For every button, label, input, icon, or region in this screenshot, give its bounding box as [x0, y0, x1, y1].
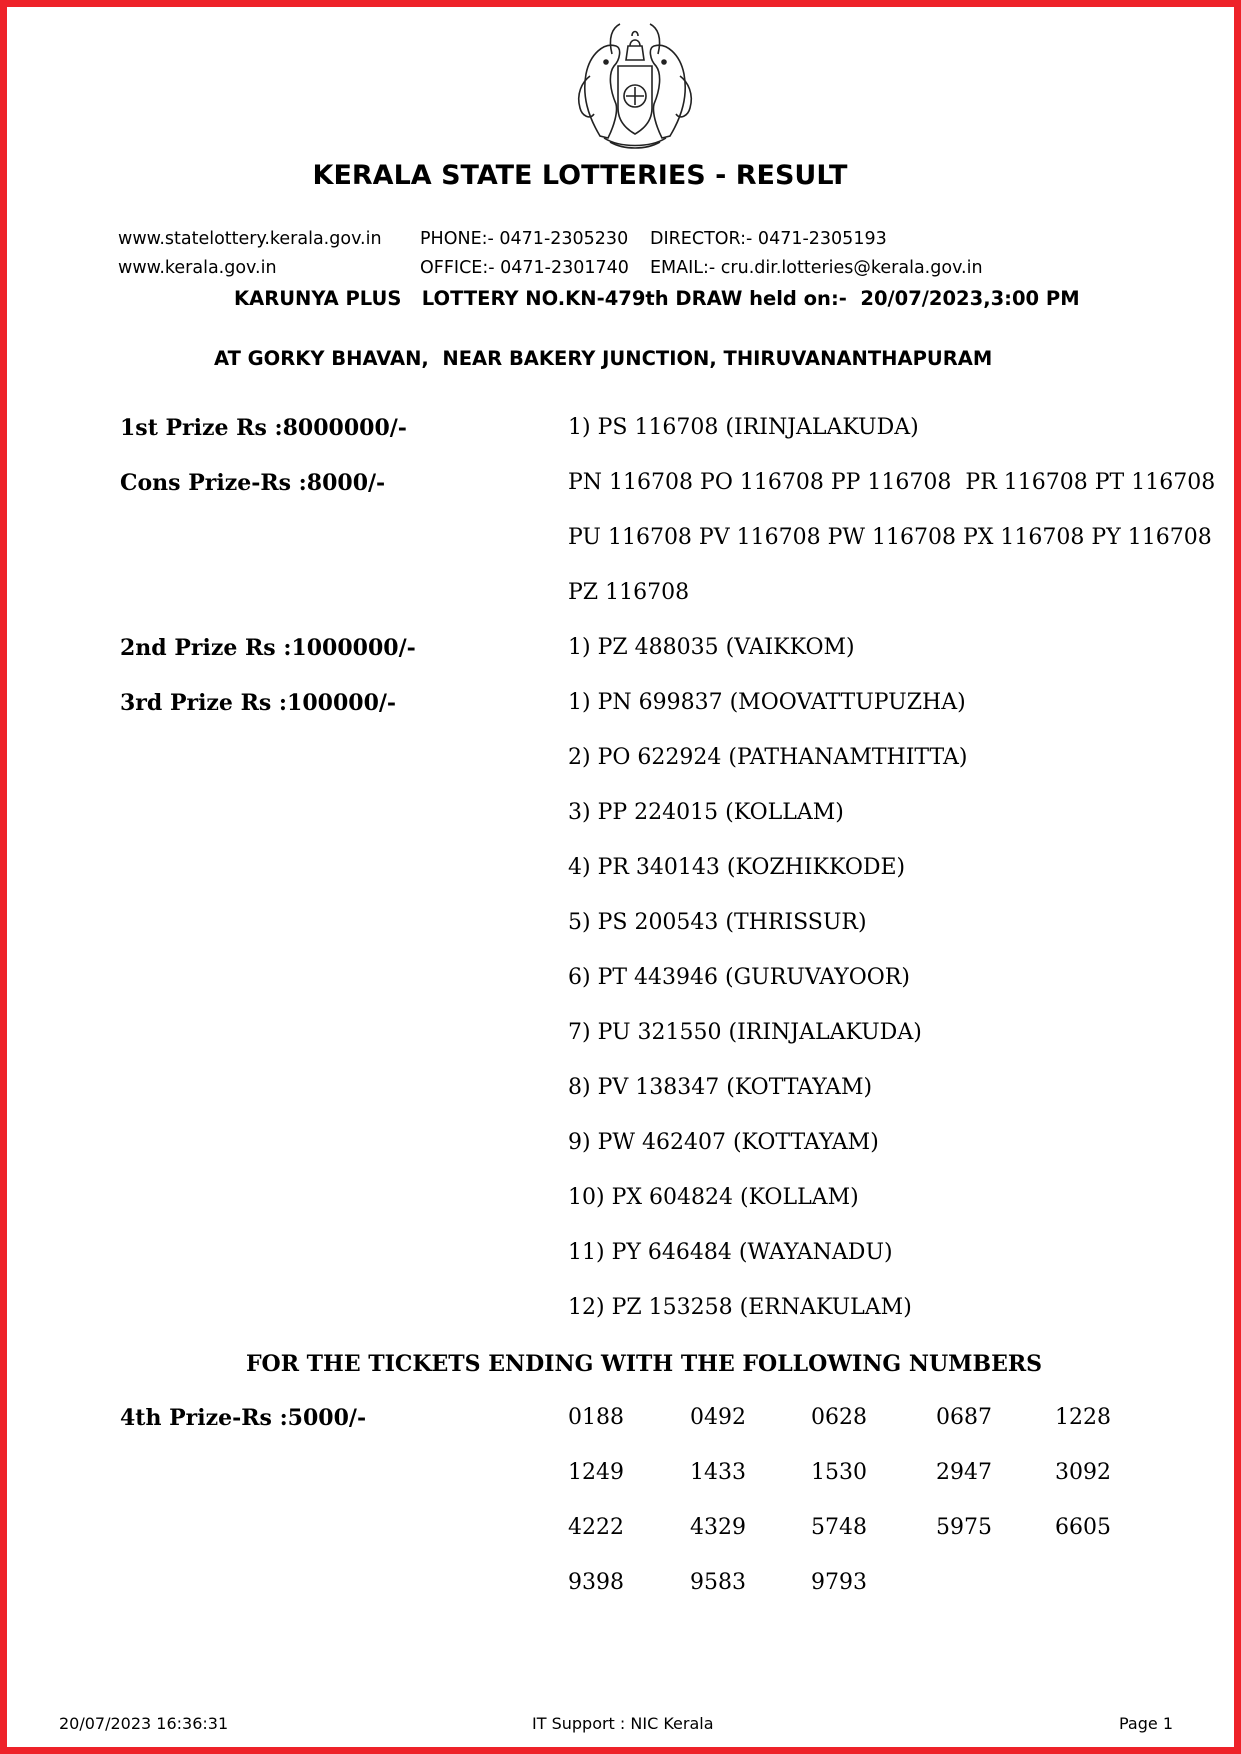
page-title: KERALA STATE LOTTERIES - RESULT [312, 160, 848, 191]
cons-prize-line: PN 116708 PO 116708 PP 116708 PR 116708 PT 116708 [568, 470, 1216, 495]
cons-prize-line: PU 116708 PV 116708 PW 116708 PX 116708 PY 116708 [568, 525, 1212, 550]
phone-number: PHONE:- 0471-2305230 [420, 229, 629, 249]
email-address: EMAIL:- cru.dir.lotteries@kerala.gov.in [650, 258, 983, 278]
third-prize-winner: 7) PU 321550 (IRINJALAKUDA) [568, 1020, 922, 1045]
third-prize-winner: 4) PR 340143 (KOZHIKKODE) [568, 855, 906, 880]
ending-number: 3092 [1055, 1460, 1111, 1485]
footer-support: IT Support : NIC Kerala [532, 1714, 714, 1733]
first-prize-winner: 1) PS 116708 (IRINJALAKUDA) [568, 415, 919, 440]
website-link-statelottery[interactable]: www.statelottery.kerala.gov.in [118, 229, 382, 249]
ending-number: 1530 [811, 1460, 867, 1485]
ending-number: 1433 [690, 1460, 746, 1485]
third-prize-winner: 2) PO 622924 (PATHANAMTHITTA) [568, 745, 968, 770]
ending-number: 9583 [690, 1570, 746, 1595]
footer-page-number: Page 1 [1119, 1714, 1173, 1733]
third-prize-winner: 6) PT 443946 (GURUVAYOOR) [568, 965, 910, 990]
ending-number: 4329 [690, 1515, 746, 1540]
ending-number: 1249 [568, 1460, 624, 1485]
cons-prize-label: Cons Prize-Rs :8000/- [120, 470, 386, 496]
second-prize-winner: 1) PZ 488035 (VAIKKOM) [568, 635, 855, 660]
office-number: OFFICE:- 0471-2301740 [420, 258, 629, 278]
fourth-prize-label: 4th Prize-Rs :5000/- [120, 1405, 367, 1431]
second-prize-label: 2nd Prize Rs :1000000/- [120, 635, 416, 661]
ending-number: 0188 [568, 1405, 624, 1430]
ending-number: 0492 [690, 1405, 746, 1430]
ending-number: 9793 [811, 1570, 867, 1595]
website-link-kerala[interactable]: www.kerala.gov.in [118, 258, 277, 278]
ending-number: 0628 [811, 1405, 867, 1430]
ending-numbers-heading: FOR THE TICKETS ENDING WITH THE FOLLOWING NUMBERS [245, 1351, 1043, 1377]
third-prize-winner: 3) PP 224015 (KOLLAM) [568, 800, 844, 825]
third-prize-winner: 11) PY 646484 (WAYANADU) [568, 1240, 893, 1265]
ending-number: 5975 [936, 1515, 992, 1540]
third-prize-winner: 9) PW 462407 (KOTTAYAM) [568, 1130, 879, 1155]
ending-number: 1228 [1055, 1405, 1111, 1430]
draw-venue: AT GORKY BHAVAN, NEAR BAKERY JUNCTION, THIRUVANANTHAPURAM [214, 347, 993, 370]
cons-prize-line: PZ 116708 [568, 580, 690, 605]
third-prize-winner: 8) PV 138347 (KOTTAYAM) [568, 1075, 873, 1100]
third-prize-winner: 5) PS 200543 (THRISSUR) [568, 910, 867, 935]
ending-number: 4222 [568, 1515, 624, 1540]
ending-number: 2947 [936, 1460, 992, 1485]
ending-number: 6605 [1055, 1515, 1111, 1540]
third-prize-label: 3rd Prize Rs :100000/- [120, 690, 397, 716]
first-prize-label: 1st Prize Rs :8000000/- [120, 415, 407, 441]
ending-number: 5748 [811, 1515, 867, 1540]
footer-timestamp: 20/07/2023 16:36:31 [59, 1714, 229, 1733]
third-prize-winner: 10) PX 604824 (KOLLAM) [568, 1185, 859, 1210]
draw-info: KARUNYA PLUS LOTTERY NO.KN-479th DRAW held on:- 20/07/2023,3:00 PM [234, 287, 1080, 310]
ending-number: 0687 [936, 1405, 992, 1430]
ending-number: 9398 [568, 1570, 624, 1595]
third-prize-winner: 1) PN 699837 (MOOVATTUPUZHA) [568, 690, 966, 715]
director-number: DIRECTOR:- 0471-2305193 [650, 229, 887, 249]
third-prize-winner: 12) PZ 153258 (ERNAKULAM) [568, 1295, 912, 1320]
kerala-state-emblem-icon [560, 16, 710, 152]
